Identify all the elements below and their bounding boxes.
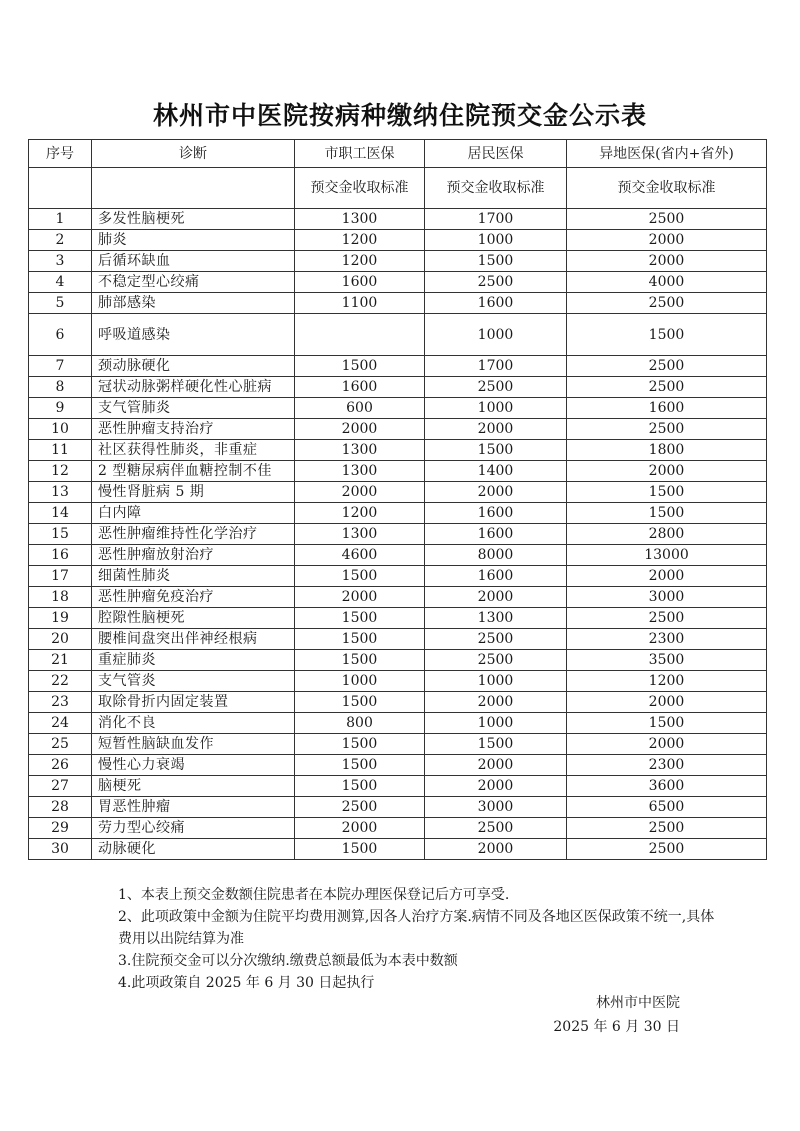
cell-diagnosis: 支气管肺炎	[92, 398, 295, 419]
table-row	[29, 440, 767, 461]
table-row	[29, 482, 767, 503]
cell-resident: 3000	[425, 797, 567, 818]
cell-urban	[295, 314, 425, 356]
cell-urban: 1500	[295, 755, 425, 776]
cell-urban: 1500	[295, 566, 425, 587]
cell-diagnosis: 腰椎间盘突出伴神经根病	[92, 629, 295, 650]
cell-urban: 1200	[295, 251, 425, 272]
cell-urban: 1200	[295, 503, 425, 524]
cell-urban: 1500	[295, 629, 425, 650]
cell-resident: 1600	[425, 524, 567, 545]
cell-seq: 25	[29, 734, 92, 755]
cell-resident: 2500	[425, 377, 567, 398]
cell-remote: 6500	[567, 797, 767, 818]
table-header-row	[29, 140, 767, 168]
cell-urban: 1100	[295, 293, 425, 314]
cell-seq: 17	[29, 566, 92, 587]
cell-diagnosis: 恶性肿瘤免疫治疗	[92, 587, 295, 608]
cell-resident: 2000	[425, 587, 567, 608]
table-row	[29, 713, 767, 734]
cell-remote: 1200	[567, 671, 767, 692]
cell-resident: 2500	[425, 629, 567, 650]
cell-remote: 13000	[567, 545, 767, 566]
cell-diagnosis: 细菌性肺炎	[92, 566, 295, 587]
table-row	[29, 251, 767, 272]
signature-org: 林州市中医院	[596, 995, 680, 1011]
cell-diagnosis: 支气管炎	[92, 671, 295, 692]
cell-seq: 15	[29, 524, 92, 545]
cell-seq: 16	[29, 545, 92, 566]
cell-diagnosis: 脑梗死	[92, 776, 295, 797]
cell-resident: 2000	[425, 419, 567, 440]
cell-remote: 2500	[567, 818, 767, 839]
cell-seq: 12	[29, 461, 92, 482]
cell-seq: 18	[29, 587, 92, 608]
table-row	[29, 293, 767, 314]
cell-remote: 1500	[567, 713, 767, 734]
table-row	[29, 608, 767, 629]
cell-remote: 2300	[567, 629, 767, 650]
cell-remote: 2000	[567, 734, 767, 755]
cell-remote: 2500	[567, 377, 767, 398]
cell-resident: 1700	[425, 209, 567, 230]
cell-resident: 1000	[425, 398, 567, 419]
cell-remote: 2500	[567, 608, 767, 629]
cell-remote: 1500	[567, 314, 767, 356]
cell-diagnosis: 慢性心力衰竭	[92, 755, 295, 776]
cell-resident: 1600	[425, 503, 567, 524]
cell-resident: 2000	[425, 776, 567, 797]
cell-resident: 1000	[425, 230, 567, 251]
cell-resident: 2500	[425, 650, 567, 671]
cell-seq: 13	[29, 482, 92, 503]
cell-diagnosis: 动脉硬化	[92, 839, 295, 860]
cell-seq: 1	[29, 209, 92, 230]
table-subheader-row	[29, 168, 767, 209]
table-body	[29, 209, 767, 860]
cell-diagnosis: 颈动脉硬化	[92, 356, 295, 377]
table-row	[29, 755, 767, 776]
cell-remote: 2000	[567, 251, 767, 272]
cell-urban: 1500	[295, 608, 425, 629]
cell-remote: 3600	[567, 776, 767, 797]
cell-seq: 29	[29, 818, 92, 839]
cell-urban: 2000	[295, 818, 425, 839]
cell-diagnosis: 短暂性脑缺血发作	[92, 734, 295, 755]
cell-resident: 2000	[425, 755, 567, 776]
cell-urban: 1600	[295, 377, 425, 398]
table-row	[29, 671, 767, 692]
cell-seq: 4	[29, 272, 92, 293]
cell-urban: 2000	[295, 587, 425, 608]
cell-urban: 1300	[295, 524, 425, 545]
cell-resident: 1500	[425, 440, 567, 461]
cell-resident: 1600	[425, 293, 567, 314]
cell-resident: 2500	[425, 272, 567, 293]
cell-resident: 1000	[425, 713, 567, 734]
cell-resident: 1000	[425, 314, 567, 356]
cell-seq: 2	[29, 230, 92, 251]
cell-remote: 2800	[567, 524, 767, 545]
cell-remote: 2000	[567, 461, 767, 482]
cell-diagnosis: 腔隙性脑梗死	[92, 608, 295, 629]
cell-remote: 2000	[567, 566, 767, 587]
cell-diagnosis: 冠状动脉粥样硬化性心脏病	[92, 377, 295, 398]
cell-resident: 2000	[425, 692, 567, 713]
cell-urban: 1000	[295, 671, 425, 692]
cell-remote: 2500	[567, 419, 767, 440]
cell-seq: 22	[29, 671, 92, 692]
cell-urban: 1500	[295, 650, 425, 671]
cell-seq: 21	[29, 650, 92, 671]
table-row	[29, 377, 767, 398]
cell-remote: 1500	[567, 503, 767, 524]
cell-urban: 1500	[295, 839, 425, 860]
cell-diagnosis: 多发性脑梗死	[92, 209, 295, 230]
cell-diagnosis: 胃恶性肿瘤	[92, 797, 295, 818]
cell-remote: 2300	[567, 755, 767, 776]
cell-remote: 2500	[567, 293, 767, 314]
cell-seq: 20	[29, 629, 92, 650]
header-resident-insurance: 居民医保	[425, 140, 567, 168]
table-row	[29, 566, 767, 587]
cell-urban: 1200	[295, 230, 425, 251]
cell-urban: 2000	[295, 419, 425, 440]
cell-urban: 1300	[295, 209, 425, 230]
cell-seq: 11	[29, 440, 92, 461]
table-row	[29, 587, 767, 608]
cell-resident: 1600	[425, 566, 567, 587]
header-remote-insurance: 异地医保(省内+省外)	[567, 140, 767, 168]
subheader-empty	[92, 168, 295, 209]
cell-resident: 1500	[425, 734, 567, 755]
cell-remote: 4000	[567, 272, 767, 293]
cell-urban: 600	[295, 398, 425, 419]
cell-diagnosis: 2 型糖尿病伴血糖控制不佳	[92, 461, 295, 482]
cell-seq: 24	[29, 713, 92, 734]
header-seq: 序号	[29, 140, 92, 168]
table-row	[29, 503, 767, 524]
cell-seq: 9	[29, 398, 92, 419]
cell-diagnosis: 肺部感染	[92, 293, 295, 314]
cell-diagnosis: 后循环缺血	[92, 251, 295, 272]
cell-diagnosis: 重症肺炎	[92, 650, 295, 671]
cell-resident: 1500	[425, 251, 567, 272]
page-title: 林州市中医院按病种缴纳住院预交金公示表	[152, 101, 647, 130]
cell-resident: 1000	[425, 671, 567, 692]
cell-diagnosis: 取除骨折内固定装置	[92, 692, 295, 713]
cell-seq: 8	[29, 377, 92, 398]
table-row	[29, 734, 767, 755]
cell-remote: 2500	[567, 356, 767, 377]
cell-remote: 1600	[567, 398, 767, 419]
cell-urban: 1500	[295, 692, 425, 713]
table-row	[29, 629, 767, 650]
cell-diagnosis: 劳力型心绞痛	[92, 818, 295, 839]
table-row	[29, 545, 767, 566]
cell-resident: 1300	[425, 608, 567, 629]
cell-remote: 2500	[567, 209, 767, 230]
cell-urban: 4600	[295, 545, 425, 566]
table-row	[29, 461, 767, 482]
cell-resident: 1700	[425, 356, 567, 377]
cell-remote: 2500	[567, 839, 767, 860]
subheader-urban: 预交金收取标准	[295, 168, 425, 209]
cell-resident: 2000	[425, 482, 567, 503]
cell-urban: 800	[295, 713, 425, 734]
cell-urban: 1600	[295, 272, 425, 293]
table-row	[29, 356, 767, 377]
cell-diagnosis: 恶性肿瘤支持治疗	[92, 419, 295, 440]
cell-urban: 1300	[295, 461, 425, 482]
cell-seq: 23	[29, 692, 92, 713]
cell-resident: 2000	[425, 839, 567, 860]
signature-date: 2025 年 6 月 30 日	[553, 1019, 680, 1035]
subheader-remote: 预交金收取标准	[567, 168, 767, 209]
header-urban-insurance: 市职工医保	[295, 140, 425, 168]
table-row	[29, 272, 767, 293]
cell-urban: 1500	[295, 734, 425, 755]
table-row	[29, 209, 767, 230]
cell-seq: 19	[29, 608, 92, 629]
cell-remote: 1800	[567, 440, 767, 461]
cell-remote: 2000	[567, 230, 767, 251]
cell-seq: 26	[29, 755, 92, 776]
cell-seq: 3	[29, 251, 92, 272]
table-row	[29, 524, 767, 545]
cell-seq: 7	[29, 356, 92, 377]
cell-seq: 6	[29, 314, 92, 356]
cell-seq: 27	[29, 776, 92, 797]
cell-remote: 2000	[567, 692, 767, 713]
table-row	[29, 230, 767, 251]
cell-seq: 14	[29, 503, 92, 524]
cell-seq: 30	[29, 839, 92, 860]
cell-diagnosis: 慢性肾脏病 5 期	[92, 482, 295, 503]
subheader-resident: 预交金收取标准	[425, 168, 567, 209]
cell-remote: 1500	[567, 482, 767, 503]
note-item: 2、此项政策中金额为住院平均费用测算,因各人治疗方案.病情不同及各地区医保政策不统一,具体费用以出院结算为准	[118, 909, 715, 947]
note-item: 4.此项政策自 2025 年 6 月 30 日起执行	[118, 975, 375, 991]
cell-seq: 5	[29, 293, 92, 314]
cell-diagnosis: 不稳定型心绞痛	[92, 272, 295, 293]
table-row	[29, 797, 767, 818]
subheader-empty	[29, 168, 92, 209]
cell-diagnosis: 社区获得性肺炎，非重症	[92, 440, 295, 461]
cell-remote: 3500	[567, 650, 767, 671]
cell-urban: 1500	[295, 356, 425, 377]
table-row	[29, 650, 767, 671]
table-row	[29, 419, 767, 440]
note-item: 1、本表上预交金数额住院患者在本院办理医保登记后方可享受.	[118, 887, 510, 903]
cell-urban: 1300	[295, 440, 425, 461]
table-row	[29, 818, 767, 839]
table-row	[29, 776, 767, 797]
cell-resident: 8000	[425, 545, 567, 566]
notes	[118, 884, 728, 994]
note-item: 3.住院预交金可以分次缴纳.缴费总额最低为本表中数额	[118, 953, 458, 969]
cell-resident: 2500	[425, 818, 567, 839]
cell-remote: 3000	[567, 587, 767, 608]
cell-urban: 2000	[295, 482, 425, 503]
cell-diagnosis: 肺炎	[92, 230, 295, 251]
cell-diagnosis: 恶性肿瘤放射治疗	[92, 545, 295, 566]
cell-seq: 28	[29, 797, 92, 818]
cell-diagnosis: 呼吸道感染	[92, 314, 295, 356]
table-row	[29, 398, 767, 419]
table-row	[29, 314, 767, 356]
cell-urban: 1500	[295, 776, 425, 797]
table-row	[29, 692, 767, 713]
cell-urban: 2500	[295, 797, 425, 818]
cell-diagnosis: 恶性肿瘤维持性化学治疗	[92, 524, 295, 545]
signature-block	[553, 991, 680, 1039]
cell-diagnosis: 消化不良	[92, 713, 295, 734]
cell-diagnosis: 白内障	[92, 503, 295, 524]
header-diagnosis: 诊断	[92, 140, 295, 168]
fee-table	[28, 139, 767, 860]
table-row	[29, 839, 767, 860]
cell-resident: 1400	[425, 461, 567, 482]
cell-seq: 10	[29, 419, 92, 440]
